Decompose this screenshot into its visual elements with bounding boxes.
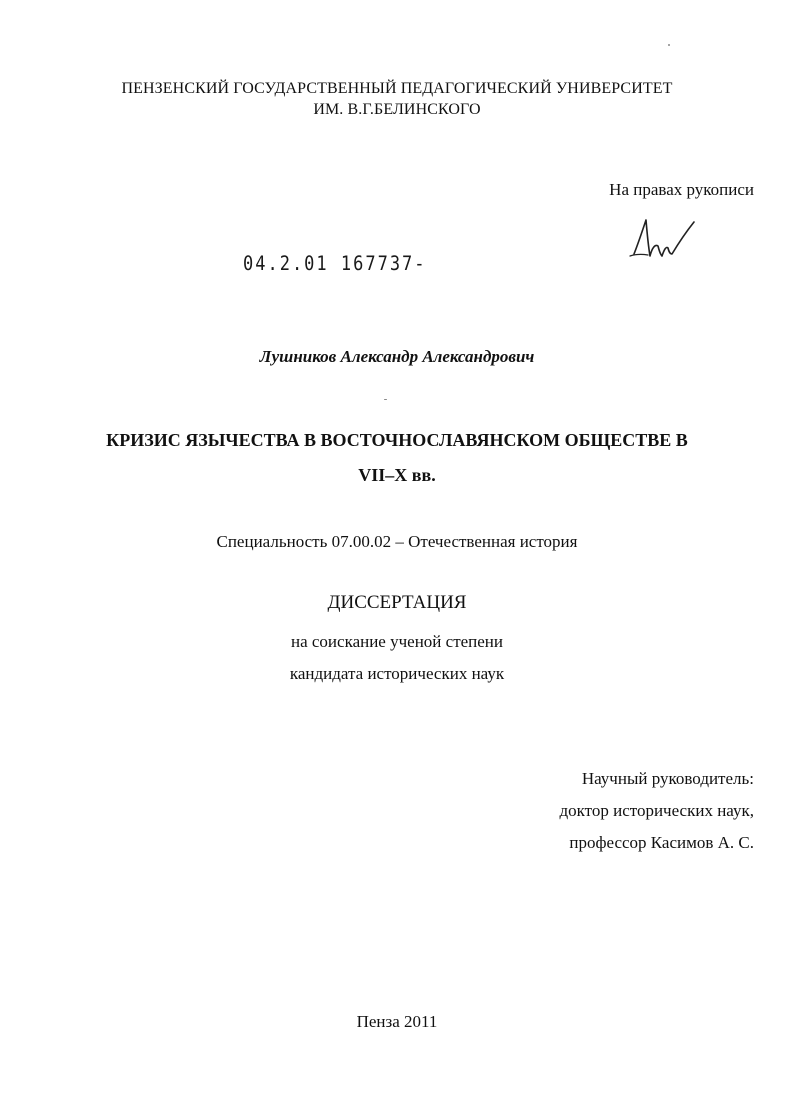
degree-line2: кандидата исторических наук [289, 664, 505, 683]
registration-number: 04.2.01 167737- [243, 252, 427, 276]
signature-icon [628, 214, 700, 266]
scan-speck [384, 399, 387, 400]
title-line2: VII–X вв. [358, 465, 436, 485]
supervisor-name: профессор Касимов А. С. [569, 833, 754, 852]
degree-description [0, 626, 794, 690]
supervisor-degree: доктор исторических наук, [559, 801, 754, 820]
scan-speck [668, 44, 670, 46]
specialty: Специальность 07.00.02 – Отечественная история [216, 532, 578, 551]
city-year: Пенза 2011 [356, 1012, 438, 1031]
title-line1: КРИЗИС ЯЗЫЧЕСТВА В ВОСТОЧНОСЛАВЯНСКОМ ОБЩЕСТВЕ В [106, 430, 688, 450]
dissertation-label: ДИССЕРТАЦИЯ [327, 592, 467, 613]
supervisor-label: Научный руководитель: [581, 769, 754, 788]
dissertation-title [0, 423, 794, 493]
university-name-line1: ПЕНЗЕНСКИЙ ГОСУДАРСТВЕННЫЙ ПЕДАГОГИЧЕСКИЙ УНИВЕРСИТЕТ [121, 80, 673, 97]
author-name: Лушников Александр Александрович [259, 347, 535, 366]
university-header [0, 78, 794, 120]
university-name-line2: ИМ. В.Г.БЕЛИНСКОГО [313, 101, 481, 118]
rights-note: На правах рукописи [609, 180, 754, 199]
degree-line1: на соискание ученой степени [290, 632, 504, 651]
supervisor-block [559, 763, 754, 859]
